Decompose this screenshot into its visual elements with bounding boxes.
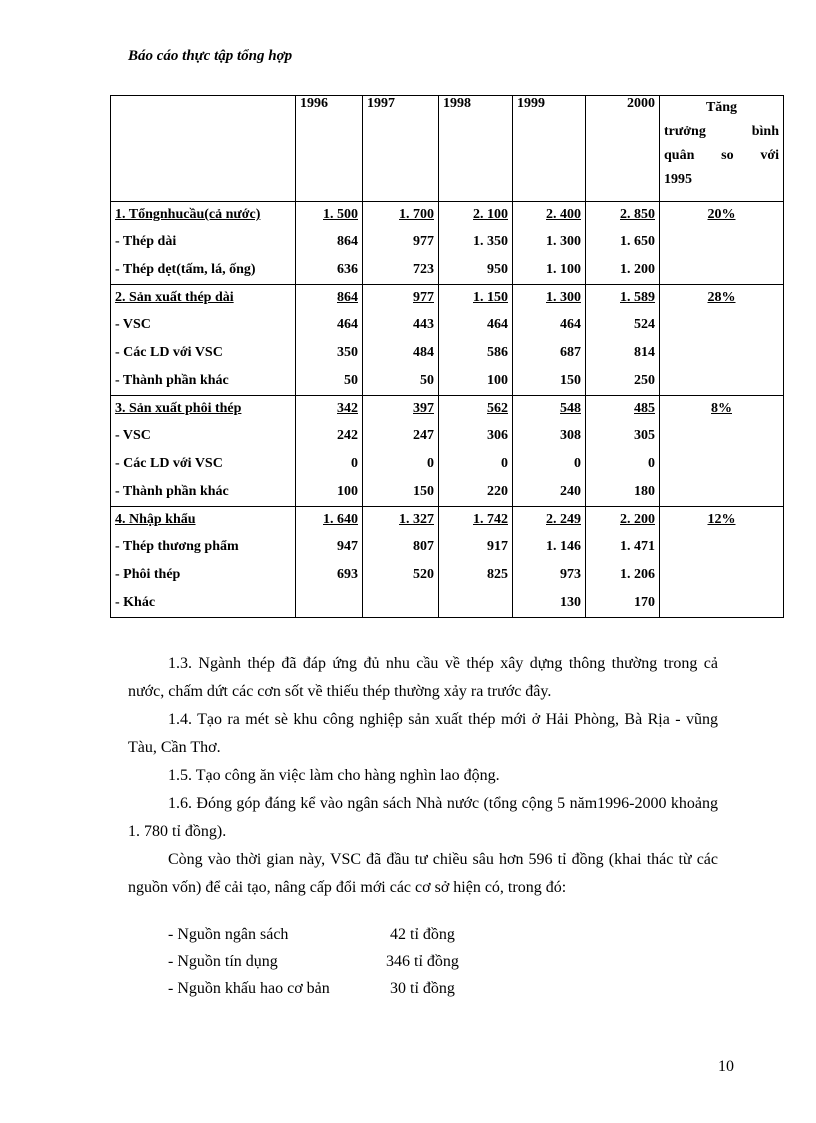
table-header-row [111,96,784,202]
year-header: 1996 [296,96,363,202]
cell-value: 0 [574,456,581,471]
value-cell [586,285,660,396]
group-total: 864 [337,290,358,305]
cell-value: 947 [337,539,358,554]
cell-value: 723 [413,262,434,277]
cell-value: 150 [413,484,434,499]
group-title: 2. Sản xuất thép dài [115,290,234,305]
group-total: 1. 589 [620,290,655,305]
sub-row-label: - Thép dài [115,234,177,249]
growth-header-line: quân so với [664,148,779,163]
sub-row-label: - Thành phần khác [115,373,229,388]
cell-value: 0 [501,456,508,471]
value-cell [296,507,363,618]
row-label-cell [111,507,296,618]
cell-value: 100 [337,484,358,499]
paragraph: 1.6. Đóng góp đáng kể vào ngân sách Nhà nước (tổng cộng 5 năm1996-2000 khoảng 1. 780 tỉ đồng). [128,795,718,840]
growth-cell [660,285,784,396]
cell-value: 308 [560,428,581,443]
cell-value: 464 [337,317,358,332]
value-cell [586,202,660,285]
list-item [168,948,480,975]
growth-value: 8% [711,401,732,416]
cell-value: 814 [634,345,655,360]
sub-row-label: - Thép dẹt(tấm, lá, ống) [115,262,256,277]
sub-row-label: - VSC [115,317,151,332]
value-cell [513,396,586,507]
value-cell [363,202,439,285]
cell-value: 864 [337,234,358,249]
source-value: 346 tỉ đồng [386,953,459,970]
source-label: - Nguồn khấu hao cơ bản [168,980,330,997]
group-total: 1. 327 [399,512,434,527]
cell-value: 1. 200 [620,262,655,277]
growth-value: 28% [707,290,736,305]
cell-value: 586 [487,345,508,360]
cell-value: 693 [337,567,358,582]
cell-value: 484 [413,345,434,360]
growth-header-line: Tăng [705,100,738,115]
growth-cell [660,202,784,285]
value-cell [513,507,586,618]
source-label: - Nguồn tín dụng [168,953,278,970]
value-cell [513,285,586,396]
cell-value: 807 [413,539,434,554]
cell-value: 917 [487,539,508,554]
group-total: 2. 249 [546,512,581,527]
value-cell [439,507,513,618]
header-empty-cell [111,96,296,202]
group-total: 1. 742 [473,512,508,527]
cell-value: 350 [337,345,358,360]
value-cell [363,285,439,396]
table-row [111,202,784,285]
group-total: 1. 700 [399,207,434,222]
cell-value: 520 [413,567,434,582]
cell-value [443,589,508,617]
list-item [168,975,480,1002]
cell-value: 443 [413,317,434,332]
report-header: Báo cáo thực tập tổng hợp [128,48,293,64]
sub-row-label: - Các LD với VSC [115,456,223,471]
group-total: 2. 400 [546,207,581,222]
cell-value: 0 [648,456,655,471]
cell-value: 1. 650 [620,234,655,249]
row-label-cell [111,396,296,507]
cell-value: 130 [560,595,581,610]
cell-value: 1. 206 [620,567,655,582]
page-number: 10 [718,1058,734,1075]
source-value: 30 tỉ đồng [390,980,455,997]
year-header: 1998 [439,96,513,202]
cell-value: 242 [337,428,358,443]
year-header: 1999 [513,96,586,202]
value-cell [296,396,363,507]
sub-row-label: - Các LD với VSC [115,345,223,360]
sub-row-label: - Thành phần khác [115,484,229,499]
growth-cell [660,507,784,618]
cell-value: 464 [560,317,581,332]
cell-value [367,589,434,617]
group-total: 1. 150 [473,290,508,305]
year-header: 1997 [363,96,439,202]
cell-value: 180 [634,484,655,499]
value-cell [439,202,513,285]
value-cell [363,396,439,507]
funding-sources-list [168,921,480,1002]
group-total: 1. 500 [323,207,358,222]
cell-value: 1. 350 [473,234,508,249]
group-total: 977 [413,290,434,305]
list-item [168,921,480,948]
paragraph: 1.4. Tạo ra mét sè khu công nghiệp sản xuất thép mới ở Hải Phòng, Bà Rịa - vũng Tàu, Cần Thơ. [128,711,718,756]
cell-value: 1. 471 [620,539,655,554]
group-title: 1. Tổngnhucầu(cả nước) [115,207,261,222]
value-cell [513,202,586,285]
group-total: 342 [337,401,358,416]
cell-value: 1. 146 [546,539,581,554]
sub-row-label: - Thép thương phẩm [115,539,239,554]
row-label-cell [111,202,296,285]
source-value: 42 tỉ đồng [390,926,455,943]
table-row [111,507,784,618]
group-total: 562 [487,401,508,416]
cell-value: 247 [413,428,434,443]
cell-value: 524 [634,317,655,332]
growth-value: 12% [707,512,736,527]
table-row [111,396,784,507]
cell-value: 977 [413,234,434,249]
cell-value: 220 [487,484,508,499]
cell-value: 250 [634,373,655,388]
cell-value: 50 [420,373,434,388]
growth-header-line: 1995 [664,172,692,187]
cell-value: 305 [634,428,655,443]
cell-value: 240 [560,484,581,499]
table-row [111,285,784,396]
cell-value: 150 [560,373,581,388]
body-text [128,650,718,902]
growth-value: 20% [707,207,736,222]
sub-row-label: - Khác [115,595,156,610]
cell-value: 0 [351,456,358,471]
sub-row-label: - Phôi thép [115,567,181,582]
value-cell [296,202,363,285]
cell-value: 636 [337,262,358,277]
cell-value: 306 [487,428,508,443]
group-total: 2. 850 [620,207,655,222]
group-total: 1. 300 [546,290,581,305]
row-label-cell [111,285,296,396]
cell-value: 464 [487,317,508,332]
value-cell [439,285,513,396]
value-cell [296,285,363,396]
value-cell [586,507,660,618]
value-cell [586,396,660,507]
growth-cell [660,396,784,507]
group-total: 548 [560,401,581,416]
growth-header-line: trưởng bình [664,124,779,139]
sub-row-label: - VSC [115,428,151,443]
paragraph: Còng vào thời gian này, VSC đã đầu tư chiều sâu hơn 596 tỉ đồng (khai thác từ các nguồn vốn) để cải tạo, nâng cấp đổi mới các cơ sở hiện có, trong đó: [128,851,718,896]
steel-data-table [110,95,784,618]
cell-value: 100 [487,373,508,388]
value-cell [363,507,439,618]
cell-value: 50 [344,373,358,388]
group-total: 2. 100 [473,207,508,222]
cell-value [300,589,358,617]
group-total: 1. 640 [323,512,358,527]
cell-value: 825 [487,567,508,582]
year-header: 2000 [586,96,660,202]
paragraph: 1.5. Tạo công ăn việc làm cho hàng nghìn lao động. [168,767,500,784]
growth-header [660,96,784,202]
group-total: 485 [634,401,655,416]
group-total: 397 [413,401,434,416]
group-total: 2. 200 [620,512,655,527]
cell-value: 0 [427,456,434,471]
group-title: 4. Nhập khẩu [115,512,196,527]
source-label: - Nguồn ngân sách [168,926,289,943]
cell-value: 170 [634,595,655,610]
cell-value: 1. 100 [546,262,581,277]
cell-value: 950 [487,262,508,277]
cell-value: 687 [560,345,581,360]
cell-value: 973 [560,567,581,582]
paragraph: 1.3. Ngành thép đã đáp ứng đủ nhu cầu về thép xây dựng thông thường trong cả nước, chấm dứt các cơn sốt về thiếu thép thường xảy ra trước đây. [128,655,718,700]
cell-value: 1. 300 [546,234,581,249]
value-cell [439,396,513,507]
group-title: 3. Sản xuất phôi thép [115,401,242,416]
